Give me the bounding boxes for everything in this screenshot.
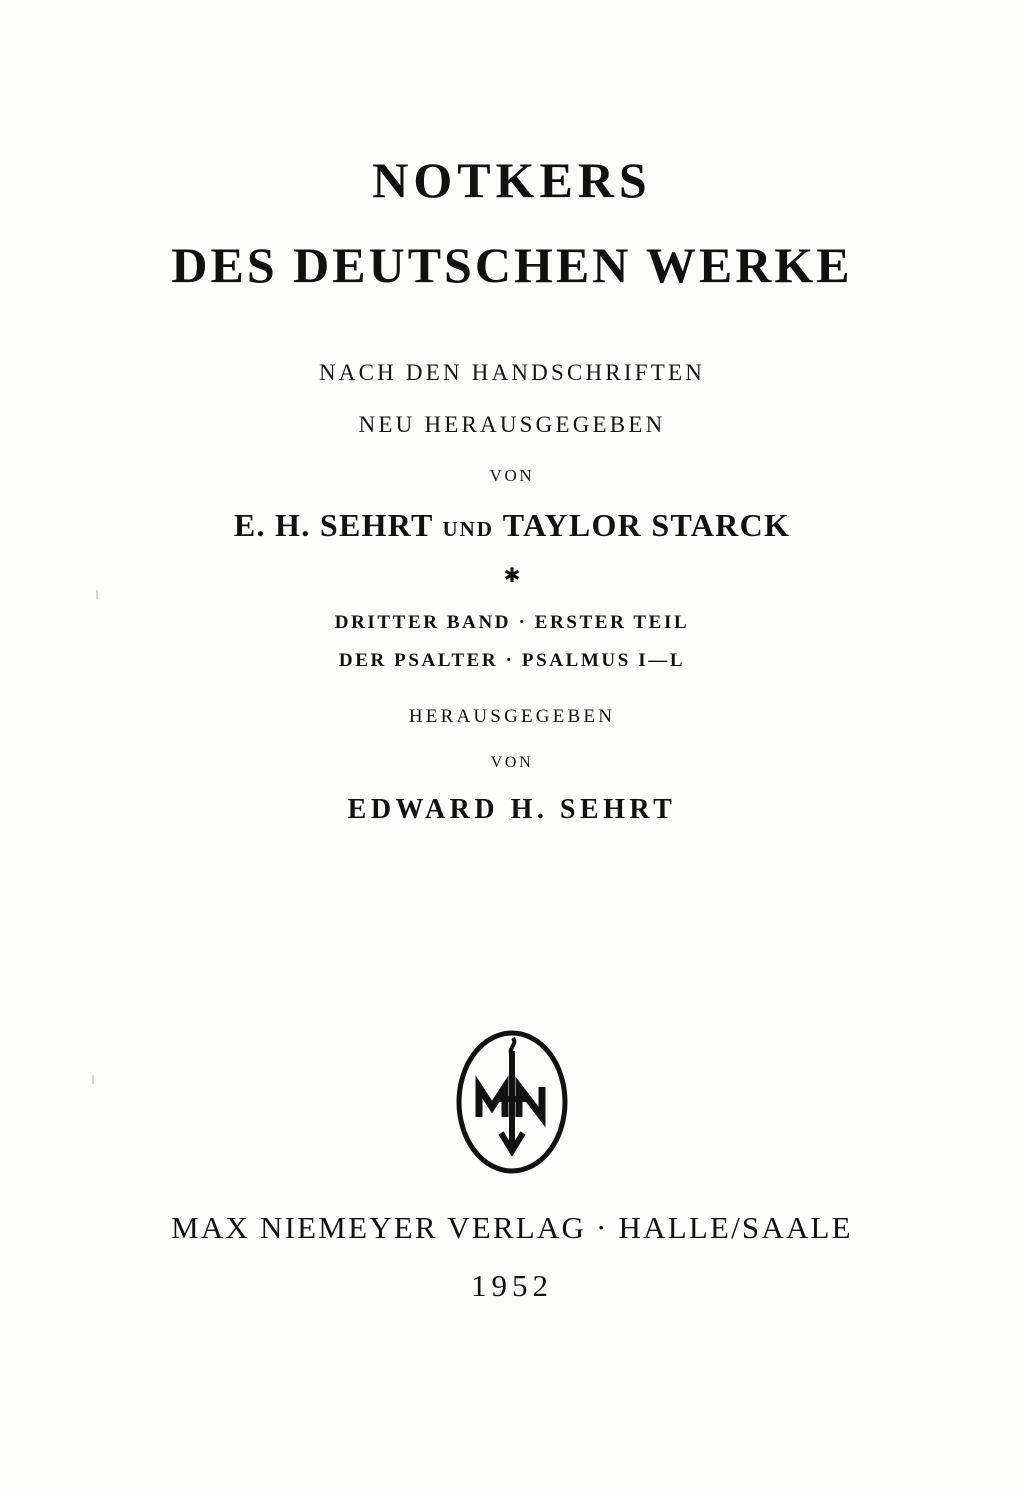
subtitle-line-1: NACH DEN HANDSCHRIFTEN (318, 360, 706, 385)
by-label-secondary: VON (490, 754, 534, 771)
publisher-logo-icon (451, 1021, 573, 1183)
publisher-line: MAX NIEMEYER VERLAG · HALLE/SAALE (171, 1210, 853, 1245)
publication-year: 1952 (471, 1268, 553, 1303)
publisher-logo-wrap (0, 1022, 1024, 1182)
volume-line: DRITTER BAND · ERSTER TEIL (334, 612, 690, 633)
by-label-primary: VON (489, 466, 535, 485)
page-title-line-2: DES DEUTSCHEN WERKE (171, 237, 853, 293)
editor-name: EDWARD H. SEHRT (347, 794, 677, 825)
part-line: DER PSALTER · PSALMUS I—L (338, 650, 686, 671)
page-title-line-1: NOTKERS (372, 152, 652, 208)
editors-line (0, 507, 1024, 544)
editors-conjunction: UND (442, 517, 494, 541)
subtitle-line-2: NEU HERAUSGEGEBEN (358, 412, 666, 437)
ornament-asterisk: ✱ (503, 565, 521, 587)
edited-label: HERAUSGEGEBEN (408, 706, 616, 727)
editor-two: TAYLOR STARCK (502, 507, 791, 543)
editor-one: E. H. SEHRT (233, 507, 434, 543)
